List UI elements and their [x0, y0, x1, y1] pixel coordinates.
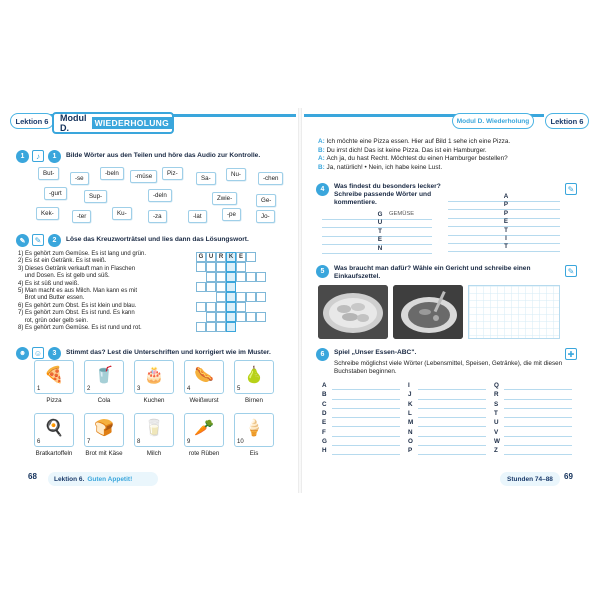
- picture-caption: rote Rüben: [188, 450, 220, 457]
- ex4-instruction: Was findest du besonders lecker? Schreibe passende Wörter und kommentiere.: [334, 183, 441, 206]
- food-illustration-icon: 🥛: [144, 418, 164, 437]
- dialog-line: [318, 164, 578, 172]
- abc-write-line[interactable]: [504, 390, 572, 399]
- syllable-card[interactable]: Kek-: [36, 207, 59, 220]
- abc-letter: J: [408, 391, 412, 399]
- abc-write-line[interactable]: [418, 390, 486, 399]
- crossword-cell[interactable]: [196, 322, 206, 332]
- ex6-title: Spiel „Unser Essen-ABC".: [334, 349, 417, 356]
- footer-hours: Stunden 74–88: [507, 475, 553, 483]
- food-illustration-icon: 🍦: [244, 418, 264, 437]
- food-illustration-icon: 🍳: [44, 418, 64, 437]
- picture-caption: Cola: [97, 397, 111, 404]
- acrostic-letter: E: [503, 218, 509, 226]
- solution-column-cell: [226, 312, 236, 322]
- abc-letter: R: [494, 391, 499, 399]
- ex6-number: 6: [316, 348, 329, 361]
- abc-letter: P: [408, 447, 413, 455]
- food-illustration-icon: 🥤: [94, 365, 114, 384]
- abc-letter: B: [322, 391, 327, 399]
- abc-write-line[interactable]: [332, 437, 400, 446]
- syllable-card[interactable]: Ku-: [112, 207, 132, 220]
- crossword-clue: 5) Man macht es aus Milch. Man kann es mit: [18, 288, 138, 295]
- crossword-cell[interactable]: [236, 292, 246, 302]
- modul-highlight: WIEDERHOLUNG: [92, 117, 172, 129]
- modul-title-box: [52, 112, 174, 134]
- ex1-instruction: Bilde Wörter aus den Teilen und höre das Audio zur Kontrolle.: [66, 152, 261, 159]
- dialog-text: Du irrst dich! Das ist keine Pizza. Das ist ein Hamburger.: [326, 146, 487, 154]
- ex2-icon-badge: ✎: [16, 234, 29, 247]
- picture-number: 2: [87, 386, 91, 392]
- crossword-clue: 4) Es ist süß und weiß.: [18, 280, 80, 287]
- crossword-cell[interactable]: [216, 262, 226, 272]
- crossword-cell[interactable]: K: [226, 252, 236, 262]
- left-footer: [48, 472, 158, 486]
- crossword-cell[interactable]: [216, 312, 226, 322]
- abc-write-line[interactable]: [418, 418, 486, 427]
- syllable-card[interactable]: But-: [38, 167, 59, 180]
- ex6-instruction: Schreibe möglichst viele Wörter (Lebensmittel, Speisen, Getränke), die mit diesen Buchstaben beginnen.: [334, 360, 563, 375]
- abc-write-line[interactable]: [418, 437, 486, 446]
- acrostic-letter: N: [377, 244, 383, 252]
- crossword-cell[interactable]: [206, 302, 216, 312]
- crossword-cell[interactable]: [236, 262, 246, 272]
- abc-letter: C: [322, 400, 327, 408]
- solution-column-cell: [226, 292, 236, 302]
- abc-write-line[interactable]: [332, 381, 400, 390]
- crossword-cell[interactable]: [216, 272, 226, 282]
- puzzle-icon: ✚: [565, 348, 577, 360]
- abc-letter: G: [322, 437, 327, 445]
- crossword-clue: Brot und Butter essen.: [18, 295, 85, 302]
- crossword-clue: 2) Es ist ein Getränk. Es ist weiß.: [18, 258, 107, 265]
- crossword-cell[interactable]: [256, 312, 266, 322]
- picture-caption: Eis: [249, 450, 259, 457]
- food-picture[interactable]: [34, 413, 74, 447]
- abc-write-line[interactable]: [504, 409, 572, 418]
- abc-write-line[interactable]: [332, 418, 400, 427]
- abc-write-line[interactable]: [504, 400, 572, 409]
- food-picture[interactable]: [134, 360, 174, 394]
- syllable-card[interactable]: -lat: [188, 210, 207, 223]
- acrostic-sample: GEMÜSE: [389, 211, 415, 217]
- ex4-number: 4: [316, 183, 329, 196]
- audio-icon: ♪: [32, 150, 44, 162]
- solution-column-cell: [226, 322, 236, 332]
- picture-number: 7: [87, 439, 91, 445]
- food-picture[interactable]: [184, 360, 224, 394]
- crossword-clue: rot, grün oder gelb sein.: [18, 317, 89, 324]
- ex1-number-badge: 1: [48, 150, 61, 163]
- left-lektion-tab: Lektion 6: [10, 113, 54, 129]
- acrostic-letter: G: [377, 211, 383, 218]
- abc-write-line[interactable]: [332, 446, 400, 455]
- food-picture[interactable]: [134, 413, 174, 447]
- dialog-speaker: B:: [318, 163, 327, 171]
- dialog-speaker: A:: [318, 138, 327, 145]
- dialog-text: Ach ja, du hast Recht. Möchtest du einen Hamburger bestellen?: [326, 155, 508, 163]
- dialog-text: Ja, natürlich! • Nein, ich habe keine Lust.: [326, 163, 443, 171]
- dialog-line: [318, 138, 578, 146]
- picture-number: 9: [187, 439, 191, 445]
- abc-letter: W: [494, 437, 500, 445]
- abc-write-line[interactable]: [504, 381, 572, 390]
- crossword-cell[interactable]: [206, 272, 216, 282]
- crossword-clue: 8) Es gehört zum Gemüse. Es ist rund und rot.: [18, 325, 142, 332]
- abc-letter: V: [494, 428, 499, 436]
- food-picture[interactable]: [234, 360, 274, 394]
- syllable-card[interactable]: -deln: [148, 189, 172, 202]
- crossword-cell[interactable]: [236, 302, 246, 312]
- picture-caption: Milch: [146, 450, 162, 457]
- crossword-cell[interactable]: [236, 312, 246, 322]
- crossword-clue: 6) Es gehört zum Obst. Es ist klein und blau.: [18, 302, 137, 309]
- syllable-card[interactable]: -za: [148, 210, 167, 223]
- syllable-card[interactable]: Sa-: [196, 172, 216, 185]
- picture-number: 10: [237, 439, 244, 445]
- shopping-list-area[interactable]: [468, 285, 560, 339]
- picture-caption: Birnen: [245, 397, 263, 404]
- picture-caption: Pizza: [46, 397, 62, 404]
- picture-number: 3: [137, 386, 141, 392]
- crossword-clue: 3) Dieses Getränk verkauft man in Flaschen: [18, 265, 136, 272]
- dialog-line: [318, 147, 578, 155]
- picture-number: 8: [137, 439, 141, 445]
- crossword-cell[interactable]: [246, 292, 256, 302]
- crossword-clue: 1) Es gehört zum Gemüse. Es ist lang und grün.: [18, 251, 147, 257]
- solution-column-cell: [226, 272, 236, 282]
- dish-photo-dumplings: [318, 285, 388, 339]
- solution-column-cell: [226, 252, 236, 262]
- picture-caption: Brot mit Käse: [85, 450, 123, 457]
- crossword-clues: [18, 251, 194, 332]
- abc-letter: E: [322, 419, 327, 427]
- right-modul-tab: Modul D. Wiederholung: [452, 113, 534, 129]
- dialog-text: Ich möchte eine Pizza essen. Hier auf Bild 1 sehe ich eine Pizza.: [326, 138, 511, 145]
- solution-column-cell: [226, 302, 236, 312]
- syllable-card[interactable]: Sup-: [84, 190, 107, 203]
- crossword-cell[interactable]: R: [216, 252, 226, 262]
- crossword-cell[interactable]: G: [196, 252, 206, 262]
- food-illustration-icon: 🍞: [94, 418, 114, 437]
- syllable-card[interactable]: Piz-: [162, 167, 183, 180]
- ex3-instruction: Stimmt das? Lest die Unterschriften und korrigiert wie im Muster.: [66, 349, 271, 356]
- abc-letter: I: [408, 382, 410, 389]
- abc-write-line[interactable]: [332, 409, 400, 418]
- right-lektion-tab: Lektion 6: [545, 113, 589, 129]
- crossword-cell[interactable]: [206, 262, 216, 272]
- abc-write-line[interactable]: [504, 418, 572, 427]
- abc-write-line[interactable]: [418, 446, 486, 455]
- acrostic-letter: T: [504, 243, 508, 251]
- food-illustration-icon: 🍐: [244, 365, 264, 384]
- modul-title: Modul D.: [60, 113, 87, 133]
- crossword-cell[interactable]: [196, 282, 206, 292]
- solution-column-cell: [226, 282, 236, 292]
- crossword-cell[interactable]: [256, 272, 266, 282]
- abc-letter: D: [322, 409, 327, 417]
- abc-letter: L: [408, 409, 412, 417]
- abc-write-line[interactable]: [332, 428, 400, 437]
- abc-write-line[interactable]: [418, 381, 486, 390]
- dialog-speaker: B:: [318, 146, 327, 154]
- abc-letter: A: [322, 382, 327, 389]
- right-footer: [500, 472, 560, 486]
- abc-letter: H: [322, 447, 327, 455]
- abc-write-line[interactable]: [332, 390, 400, 399]
- acrostic-letter: U: [377, 219, 383, 227]
- food-illustration-icon: 🌭: [194, 365, 214, 384]
- abc-write-line[interactable]: [504, 437, 572, 446]
- food-picture[interactable]: [234, 413, 274, 447]
- food-illustration-icon: 🎂: [144, 365, 164, 384]
- crossword-cell[interactable]: E: [236, 252, 246, 262]
- abc-letter: M: [408, 419, 414, 427]
- ex1-number: 1: [16, 150, 29, 163]
- crossword-cell[interactable]: [216, 292, 226, 302]
- abc-letter: F: [322, 428, 326, 436]
- picture-caption: Kuchen: [143, 397, 165, 404]
- crossword-cell[interactable]: [236, 272, 246, 282]
- crossword-cell[interactable]: [196, 262, 206, 272]
- acrostic-letter: A: [503, 193, 509, 200]
- acrostic-letter: P: [503, 201, 509, 209]
- abc-write-line[interactable]: [418, 409, 486, 418]
- speech-icon: ☺: [33, 348, 43, 358]
- ex2-instruction: Löse das Kreuzworträtsel und lies dann das Lösungswort.: [66, 236, 249, 243]
- book-gutter: [298, 108, 302, 493]
- abc-letter: S: [494, 400, 499, 408]
- crossword-cell[interactable]: [206, 282, 216, 292]
- dialog-line: [318, 155, 578, 163]
- ex5-number: 5: [316, 265, 329, 278]
- abc-letter: T: [494, 409, 498, 417]
- crossword-cell[interactable]: U: [206, 252, 216, 262]
- syllable-card[interactable]: Ge-: [256, 194, 276, 207]
- crossword-cell[interactable]: [246, 252, 256, 262]
- abc-letter: O: [408, 437, 413, 445]
- picture-number: 6: [37, 439, 41, 445]
- crossword-cell[interactable]: [216, 282, 226, 292]
- picture-number: 1: [37, 386, 41, 392]
- pencil-icon: ✎: [32, 234, 44, 246]
- crossword-cell[interactable]: [196, 302, 206, 312]
- right-page-number: 69: [564, 472, 573, 481]
- food-picture[interactable]: [84, 360, 124, 394]
- syllable-card[interactable]: -gurt: [44, 187, 67, 200]
- abc-letter: Q: [494, 382, 499, 389]
- crossword-cell[interactable]: [206, 312, 216, 322]
- acrostic-letter: E: [377, 236, 383, 244]
- ex5-instruction: Was braucht man dafür? Wähle ein Gericht und schreibe einen Einkaufszettel.: [334, 265, 531, 280]
- abc-write-line[interactable]: [418, 400, 486, 409]
- syllable-card[interactable]: Zwie-: [212, 192, 237, 205]
- acrostic-letter: T: [504, 226, 508, 234]
- ex3-number: 3: [48, 347, 61, 360]
- write-line[interactable]: [448, 251, 560, 252]
- food-illustration-icon: 🍕: [44, 365, 64, 384]
- crossword-cell[interactable]: [206, 322, 216, 332]
- abc-letter: Z: [494, 447, 498, 455]
- acrostic-letter: I: [505, 235, 507, 242]
- dialog-speaker: A:: [318, 155, 327, 163]
- left-page-number: 68: [28, 472, 37, 481]
- food-picture[interactable]: [84, 413, 124, 447]
- footer-lektion: Lektion 6.: [54, 475, 85, 483]
- crossword-cell[interactable]: [216, 302, 226, 312]
- picture-caption: Weißwurst: [189, 397, 219, 404]
- crossword-cell[interactable]: [216, 322, 226, 332]
- abc-letter: K: [408, 400, 413, 408]
- food-illustration-icon: 🥕: [194, 418, 214, 437]
- crossword-clue: und Dosen. Es ist gelb und süß.: [18, 273, 110, 280]
- syllable-card[interactable]: -ter: [72, 210, 91, 223]
- footer-title: Guten Appetit!: [87, 475, 133, 483]
- abc-write-line[interactable]: [332, 400, 400, 409]
- dish-photo-soup: [393, 285, 463, 339]
- picture-number: 5: [237, 386, 241, 392]
- pencil-icon-ex5: ✎: [565, 265, 577, 277]
- crossword-cell[interactable]: [246, 312, 256, 322]
- abc-letter: U: [494, 419, 499, 427]
- syllable-card[interactable]: -se: [70, 172, 89, 185]
- abc-write-line[interactable]: [504, 428, 572, 437]
- syllable-card[interactable]: Jo-: [256, 210, 275, 223]
- ex3-icon-badge: ☻: [16, 347, 29, 360]
- picture-caption: Bratkartoffeln: [35, 450, 73, 457]
- pencil-icon-ex4: ✎: [565, 183, 577, 195]
- solution-column-cell: [226, 262, 236, 272]
- syllable-card[interactable]: -müse: [130, 170, 157, 183]
- crossword-cell[interactable]: [246, 272, 256, 282]
- write-line[interactable]: [322, 253, 432, 254]
- syllable-card[interactable]: -beln: [100, 167, 124, 180]
- food-picture[interactable]: [184, 413, 224, 447]
- syllable-card[interactable]: -chen: [258, 172, 283, 185]
- syllable-card[interactable]: -pe: [222, 208, 241, 221]
- abc-letter: N: [408, 428, 413, 436]
- picture-number: 4: [187, 386, 191, 392]
- abc-write-line[interactable]: [504, 446, 572, 455]
- crossword-clue: 7) Es gehört zum Obst. Es ist rund. Es kann: [18, 310, 135, 317]
- crossword-cell[interactable]: [256, 292, 266, 302]
- syllable-card[interactable]: Nu-: [226, 168, 246, 181]
- abc-write-line[interactable]: [418, 428, 486, 437]
- acrostic-letter: T: [378, 227, 382, 235]
- food-picture[interactable]: [34, 360, 74, 394]
- ex2-number: 2: [48, 234, 61, 247]
- acrostic-letter: P: [503, 209, 509, 217]
